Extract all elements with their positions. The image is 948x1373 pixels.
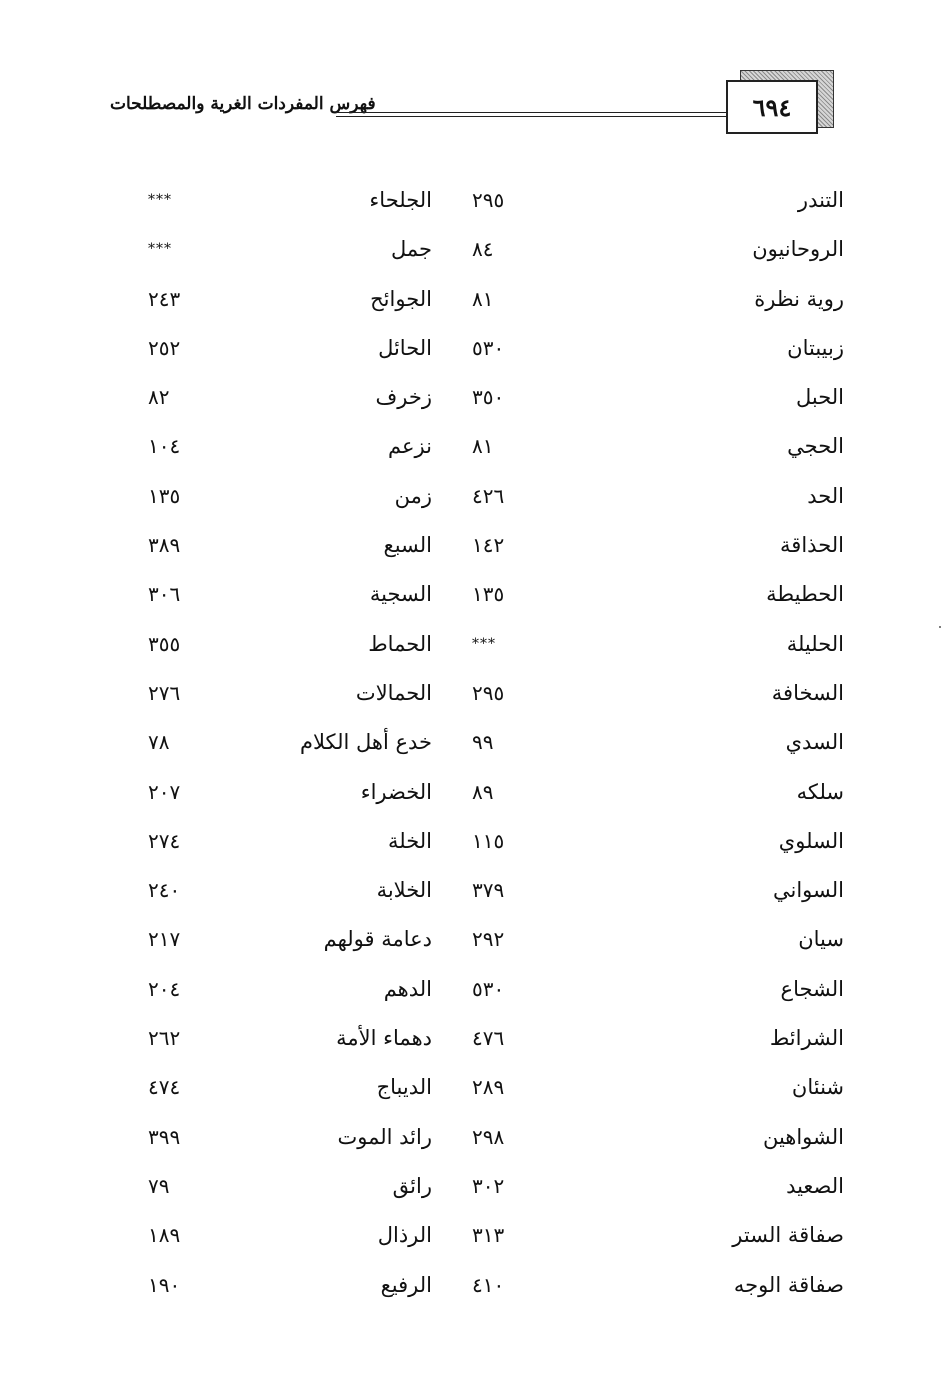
- index-page-number: ٢٩٨: [472, 1124, 505, 1149]
- index-row: [110, 915, 850, 964]
- index-term: نزعم: [388, 434, 432, 459]
- index-page-number: ٥٣٠: [472, 976, 505, 1001]
- index-page-number: ٢٤٠: [148, 878, 181, 903]
- index-term: الحماط: [368, 631, 432, 656]
- index-page-number: ٤١٠: [472, 1272, 505, 1297]
- page-number: ٦٩٤: [752, 92, 792, 122]
- index-row: [110, 225, 850, 274]
- index-page-number: ٢٦٢: [148, 1026, 181, 1051]
- index-page-number: ٢٥٢: [148, 335, 181, 360]
- index-row: [110, 521, 850, 570]
- index-page-number: ***: [148, 192, 172, 208]
- index-term: روية نظرة: [754, 286, 844, 311]
- index-row: [110, 373, 850, 422]
- index-page-number: ٣٥٥: [148, 631, 181, 656]
- index-term: الشواهين: [762, 1124, 844, 1149]
- index-page-number: ١٣٥: [148, 483, 181, 508]
- index-term: الحائل: [378, 335, 432, 360]
- index-term: سيان: [798, 927, 844, 952]
- index-page-number: ٣٥٠: [472, 385, 505, 410]
- index-term: الحمالات: [355, 680, 432, 705]
- index-page-number: ***: [472, 635, 496, 652]
- index-term: الجوائح: [370, 286, 432, 311]
- index-row: [110, 422, 850, 471]
- index-term: السخافة: [771, 680, 844, 705]
- index-page-number: ٢٧٦: [148, 680, 181, 705]
- index-term: الخلة: [388, 828, 432, 853]
- index-term: الديباج: [376, 1075, 432, 1100]
- index-page-number: ٨١: [472, 286, 494, 311]
- index-term: شنئان: [791, 1075, 844, 1100]
- index-page-number: ٨٩: [472, 779, 494, 804]
- index-term: رائق: [392, 1173, 432, 1198]
- index-row: [110, 1063, 850, 1112]
- index-term: الروحانيون: [752, 237, 844, 262]
- index-page-number: ٢٤٣: [148, 286, 181, 311]
- index-row: [110, 176, 850, 225]
- index-row: [110, 1014, 850, 1063]
- index-page-number: ٣٩٩: [148, 1124, 181, 1149]
- index-page-number: ٢٩٥: [472, 188, 505, 212]
- index-page-number: ٢٩٥: [472, 680, 505, 705]
- index-row: [110, 324, 850, 373]
- index-page-number: ٣٠٢: [472, 1173, 505, 1198]
- index-page-number: ١٠٤: [148, 434, 181, 459]
- index-term: جمل: [390, 237, 432, 262]
- index-term: السبع: [383, 533, 432, 558]
- index-row: [110, 1211, 850, 1260]
- index-page-number: ***: [148, 241, 172, 258]
- index-term: رائد الموت: [337, 1124, 432, 1149]
- index-row: [110, 669, 850, 718]
- index-page-number: ١١٥: [472, 828, 505, 853]
- index-page-number: ٢٩٢: [472, 927, 505, 952]
- scan-speck: [939, 626, 941, 628]
- index-row: [110, 472, 850, 521]
- index-term: خدع أهل الكلام: [299, 730, 432, 755]
- index-term: زخرف: [375, 385, 432, 410]
- index-row: [110, 817, 850, 866]
- index-page-number: ٨٤: [472, 237, 494, 262]
- index-term: الخضراء: [360, 779, 432, 804]
- index-page-number: ١٣٥: [472, 582, 505, 607]
- index-term: السلوي: [778, 828, 844, 853]
- index-page-number: ٤٧٤: [148, 1075, 181, 1100]
- header-rule: [336, 112, 728, 113]
- index-term: صفاقة الوجه: [733, 1272, 844, 1297]
- index-page-number: ٨١: [472, 434, 494, 459]
- index-term: الحد: [807, 483, 844, 508]
- index-term: دهماء الأمة: [336, 1026, 432, 1051]
- index-page-number: ٣٠٦: [148, 582, 181, 607]
- index-row: [110, 1113, 850, 1162]
- index-term: الشجاع: [780, 976, 844, 1001]
- index-term: الحجي: [787, 434, 844, 459]
- index-page-number: ٣٨٩: [148, 533, 181, 558]
- index-row: [110, 768, 850, 817]
- index-term: الخلابة: [376, 878, 432, 903]
- page-header: [110, 68, 840, 138]
- index-term: السدي: [785, 730, 844, 755]
- index-page-number: ٣٧٩: [472, 878, 505, 903]
- index-row: [110, 866, 850, 915]
- index-page-number: ٢١٧: [148, 927, 181, 952]
- index-term: الحذاقة: [780, 533, 844, 558]
- index-term: زبيبتان: [787, 335, 844, 360]
- index-term: الرذال: [377, 1223, 432, 1248]
- index-term: الرفيع: [380, 1272, 432, 1297]
- index-page-number: ٤٢٦: [472, 483, 505, 508]
- index-term: الشرائط: [769, 1026, 844, 1051]
- index-term: الحبل: [795, 385, 844, 410]
- index-page-number: ٢٨٩: [472, 1075, 505, 1100]
- header-rule: [336, 116, 728, 117]
- index-page-number: ٢٠٤: [148, 976, 181, 1001]
- index-page-number: ٩٩: [472, 730, 494, 755]
- index-term: الحليلة: [786, 631, 844, 656]
- index-row: [110, 570, 850, 619]
- index-page-number: ٧٩: [148, 1173, 170, 1198]
- index-term: دعامة قولهم: [323, 927, 432, 952]
- index-page-number: ٢٧٤: [148, 828, 181, 853]
- index-row: [110, 1261, 850, 1310]
- index-term: الحطيطة: [766, 582, 844, 607]
- index-page-number: ٥٣٠: [472, 335, 505, 360]
- index-page-number: ٣١٣: [472, 1223, 505, 1248]
- index-term: السجية: [369, 582, 432, 607]
- index-page-number: ٤٧٦: [472, 1026, 505, 1051]
- index-page-number: ٧٨: [148, 730, 170, 755]
- index-row: [110, 620, 850, 669]
- index-row: [110, 1162, 850, 1211]
- index-term: زمن: [394, 483, 432, 508]
- index-page-number: ٨٢: [148, 385, 170, 410]
- running-title: فهرس المفردات الغرية والمصطلحات: [110, 94, 376, 114]
- index-term: السواني: [773, 878, 844, 903]
- index-term: الجلحاء: [369, 188, 432, 212]
- index-row: [110, 965, 850, 1014]
- index-row: [110, 718, 850, 767]
- index-page-number: ١٩٠: [148, 1272, 181, 1297]
- index-term: الصعيد: [786, 1173, 844, 1198]
- index-term: سلكه: [796, 779, 844, 804]
- index-page-number: ٢٠٧: [148, 779, 181, 804]
- index-list: [110, 176, 850, 1310]
- index-page-number: ١٤٢: [472, 533, 505, 558]
- index-page-number: ١٨٩: [148, 1223, 181, 1248]
- page-number-box: [726, 80, 818, 134]
- index-term: صفاقة الستر: [732, 1223, 844, 1248]
- index-term: الدهم: [383, 976, 432, 1001]
- index-term: التندر: [797, 188, 844, 212]
- index-row: [110, 275, 850, 324]
